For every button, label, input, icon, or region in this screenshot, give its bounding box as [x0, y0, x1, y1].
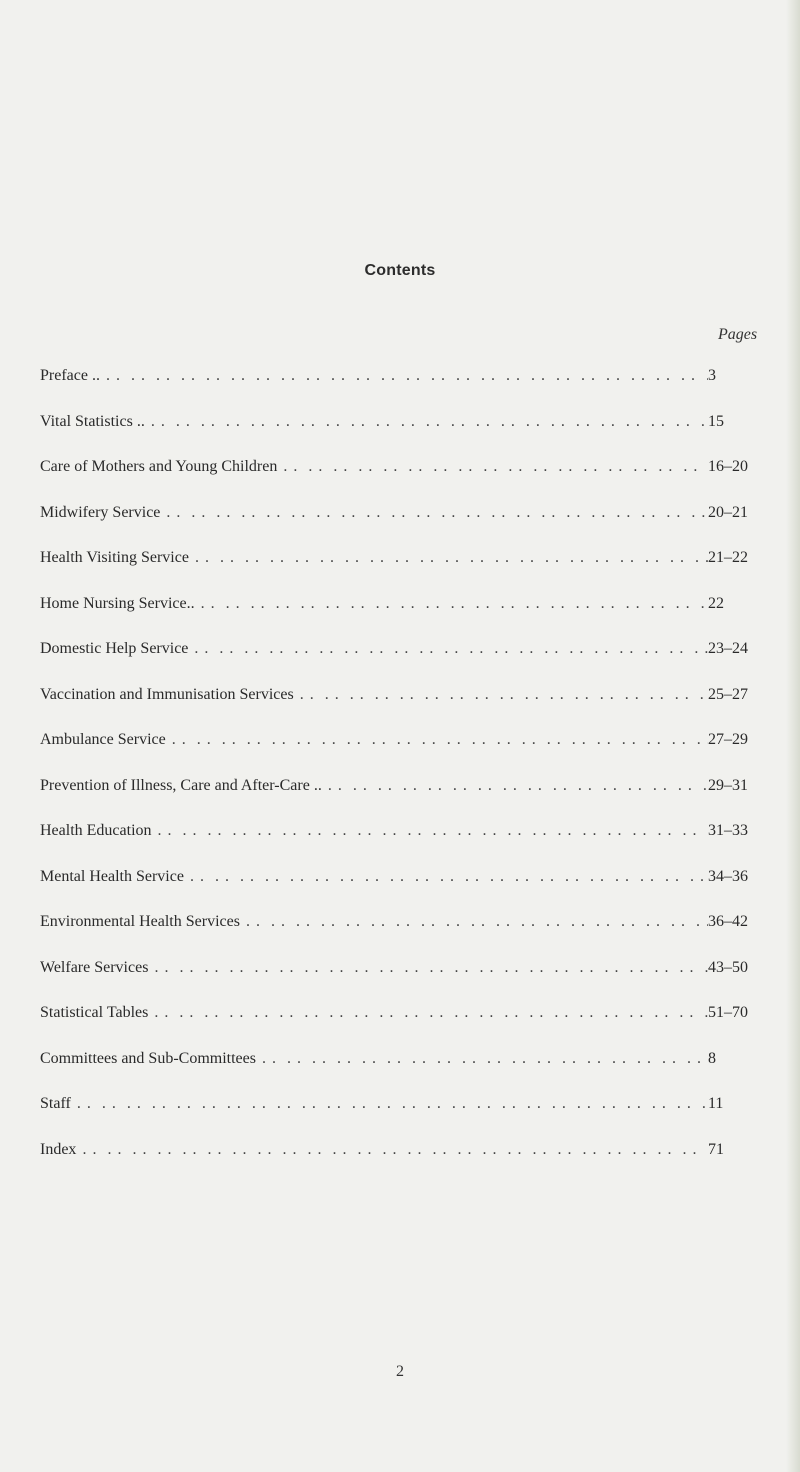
- toc-entry-label: Midwifery Service: [40, 503, 161, 521]
- dot-leader: [328, 775, 708, 797]
- page-edge-shadow: [786, 0, 800, 1472]
- toc-entry-committees[interactable]: [40, 1048, 766, 1094]
- toc-entry-pages: 43–50: [708, 958, 748, 976]
- dot-leader: [172, 729, 708, 751]
- toc-entry-label: Welfare Services: [40, 958, 149, 976]
- table-of-contents: [40, 365, 766, 1184]
- dot-leader: [151, 411, 708, 433]
- dot-leader: [194, 638, 708, 660]
- dot-leader: [154, 1002, 708, 1024]
- dot-leader: [300, 684, 708, 706]
- toc-entry-vaccination-immunisation[interactable]: [40, 684, 766, 730]
- dot-leader: [246, 911, 708, 933]
- toc-entry-mental-health-service[interactable]: [40, 866, 766, 912]
- pages-column-heading: Pages: [718, 326, 758, 343]
- toc-entry-pages: 29–31: [708, 776, 748, 794]
- toc-entry-label: Index: [40, 1140, 77, 1158]
- toc-entry-pages: 27–29: [708, 731, 748, 748]
- dot-leader: [262, 1048, 708, 1070]
- toc-entry-pages: 20–21: [708, 503, 748, 521]
- toc-entry-vital-statistics[interactable]: [40, 411, 766, 457]
- toc-entry-pages: 8: [708, 1049, 716, 1067]
- toc-entry-statistical-tables[interactable]: [40, 1002, 766, 1048]
- toc-entry-label: Home Nursing Service..: [40, 594, 195, 612]
- dot-leader: [195, 547, 708, 569]
- toc-entry-label: Ambulance Service: [40, 731, 166, 748]
- toc-entry-label: Prevention of Illness, Care and After-Care ..: [40, 776, 322, 794]
- dot-leader: [158, 820, 708, 842]
- toc-entry-label: Health Education: [40, 822, 152, 839]
- toc-entry-care-of-mothers[interactable]: [40, 456, 766, 502]
- toc-entry-pages: 51–70: [708, 1004, 748, 1021]
- dot-leader: [106, 365, 708, 387]
- toc-entry-label: Preface ..: [40, 367, 100, 384]
- toc-entry-pages: 34–36: [708, 867, 748, 885]
- toc-entry-label: Staff: [40, 1095, 71, 1112]
- toc-entry-ambulance-service[interactable]: [40, 729, 766, 775]
- toc-entry-label: Care of Mothers and Young Children: [40, 458, 278, 475]
- toc-entry-pages: 15: [708, 412, 724, 430]
- toc-entry-label: Mental Health Service: [40, 867, 184, 885]
- toc-entry-pages: 21–22: [708, 549, 748, 566]
- toc-entry-pages: 16–20: [708, 458, 748, 475]
- toc-entry-label: Domestic Help Service: [40, 640, 189, 657]
- toc-entry-label: Statistical Tables: [40, 1004, 149, 1021]
- toc-entry-preface[interactable]: [40, 365, 766, 411]
- toc-entry-pages: 71: [708, 1140, 724, 1158]
- toc-entry-pages: 23–24: [708, 640, 748, 657]
- toc-entry-pages: 31–33: [708, 822, 748, 839]
- toc-entry-pages: 3: [708, 367, 716, 384]
- toc-entry-pages: 11: [708, 1095, 724, 1112]
- toc-entry-pages: 22: [708, 594, 724, 612]
- page-number: 2: [396, 1363, 404, 1380]
- toc-entry-prevention-of-illness[interactable]: [40, 775, 766, 821]
- toc-entry-home-nursing-service[interactable]: [40, 593, 766, 639]
- dot-leader: [166, 502, 708, 524]
- toc-entry-health-visiting-service[interactable]: [40, 547, 766, 593]
- toc-entry-health-education[interactable]: [40, 820, 766, 866]
- dot-leader: [283, 456, 708, 478]
- toc-entry-label: Environmental Health Services: [40, 913, 240, 930]
- dot-leader: [82, 1139, 708, 1161]
- toc-entry-index[interactable]: [40, 1139, 766, 1185]
- dot-leader: [190, 866, 708, 888]
- toc-entry-welfare-services[interactable]: [40, 957, 766, 1003]
- toc-entry-label: Vaccination and Immunisation Services: [40, 685, 294, 703]
- toc-entry-midwifery-service[interactable]: [40, 502, 766, 548]
- page-title: Contents: [364, 262, 436, 279]
- toc-entry-label: Health Visiting Service: [40, 549, 189, 566]
- toc-entry-staff[interactable]: [40, 1093, 766, 1139]
- dot-leader: [201, 593, 708, 615]
- toc-entry-label: Committees and Sub-Committees: [40, 1049, 256, 1067]
- dot-leader: [154, 957, 708, 979]
- toc-entry-domestic-help-service[interactable]: [40, 638, 766, 684]
- toc-entry-pages: 36–42: [708, 913, 748, 930]
- toc-entry-pages: 25–27: [708, 685, 748, 703]
- dot-leader: [77, 1093, 708, 1115]
- toc-entry-label: Vital Statistics ..: [40, 412, 145, 430]
- toc-entry-environmental-health[interactable]: [40, 911, 766, 957]
